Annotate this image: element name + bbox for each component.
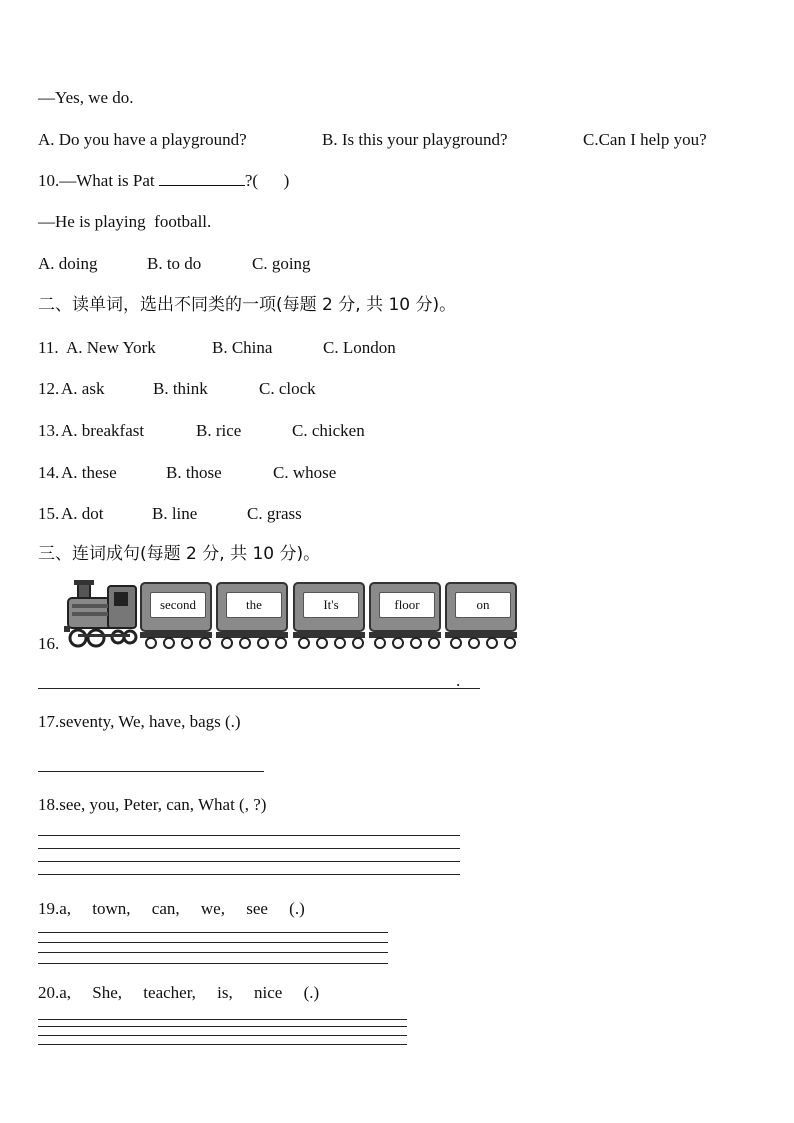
train-car-5 [445,582,517,632]
q19-prompt: 19.a, town, can, we, see (.) [38,899,305,918]
train-word-2: the [226,592,282,618]
q10-reply: —He is playing football. [38,212,212,231]
q14-option-c: C. whose [273,463,337,482]
q15-option-a: A. dot [61,504,104,523]
q10-option-a: A. doing [38,254,98,273]
q18-prompt: 18.see, you, Peter, can, What (, ?) [38,795,267,814]
q11-option-b: B. China [212,338,273,357]
q10-stem [38,171,289,191]
q18-answer-line-3[interactable] [38,861,460,862]
q11-option-c: C. London [323,338,396,357]
q20-answer-line-2[interactable] [38,1026,407,1027]
q9-option-a: A. Do you have a playground? [38,130,247,149]
q20-answer-line-1[interactable] [38,1019,407,1020]
q15-option-c: C. grass [247,504,302,523]
train-word-4: floor [379,592,435,618]
q10-option-c: C. going [252,254,311,273]
q19-answer-line-2[interactable] [38,942,388,943]
q9-option-c: C.Can I help you? [583,130,707,149]
train-word-3: It's [303,592,359,618]
word-train-illustration [64,580,524,648]
q11-option-a: A. New York [66,338,156,357]
q9-option-b: B. Is this your playground? [322,130,508,149]
q17-answer-line[interactable] [38,771,264,772]
train-car-1 [140,582,212,632]
q15-number: 15. [38,504,60,523]
q10-blank[interactable] [159,171,245,186]
q19-answer-line-1[interactable] [38,932,388,933]
train-car-3 [293,582,365,632]
q13-option-b: B. rice [196,421,242,440]
q15-option-b: B. line [152,504,198,523]
q14-option-b: B. those [166,463,222,482]
q12-option-c: C. clock [259,379,316,398]
q11-number: 11. [38,338,63,357]
train-car-4 [369,582,441,632]
q18-answer-line-2[interactable] [38,848,460,849]
section3-heading: 三、连词成句(每题 2 分, 共 10 分)。 [38,544,321,564]
train-word-1: second [150,592,206,618]
q13-option-a: A. breakfast [61,421,145,440]
q19-answer-line-4[interactable] [38,963,388,964]
q18-answer-line-4[interactable] [38,874,460,875]
q12-number: 12. [38,379,60,398]
q17-prompt: 17.seventy, We, have, bags (.) [38,712,241,731]
q10-option-b: B. to do [147,254,202,273]
locomotive-icon [64,580,140,648]
q20-answer-line-4[interactable] [38,1044,407,1045]
q19-answer-line-3[interactable] [38,952,388,953]
q14-option-a: A. these [61,463,117,482]
q10-stem-start: 10.—What is Pat [38,171,159,190]
train-car-2 [216,582,288,632]
q9-reply: —Yes, we do. [38,88,134,107]
q18-answer-line-1[interactable] [38,835,460,836]
q20-answer-line-3[interactable] [38,1035,407,1036]
q16-answer-line[interactable] [38,688,480,689]
q20-prompt: 20.a, She, teacher, is, nice (.) [38,983,320,1002]
section2-heading: 二、读单词，选出不同类的一项(每题 2 分, 共 10 分)。 [38,295,457,315]
q14-number: 14. [38,463,60,482]
q13-option-c: C. chicken [292,421,365,440]
q12-option-b: B. think [153,379,208,398]
q12-option-a: A. ask [61,379,105,398]
q13-number: 13. [38,421,60,440]
q10-stem-end: ?( ) [244,171,290,190]
train-word-5: on [455,592,511,618]
q16-end-period: . [456,671,461,690]
q16-number: 16. [38,634,60,653]
